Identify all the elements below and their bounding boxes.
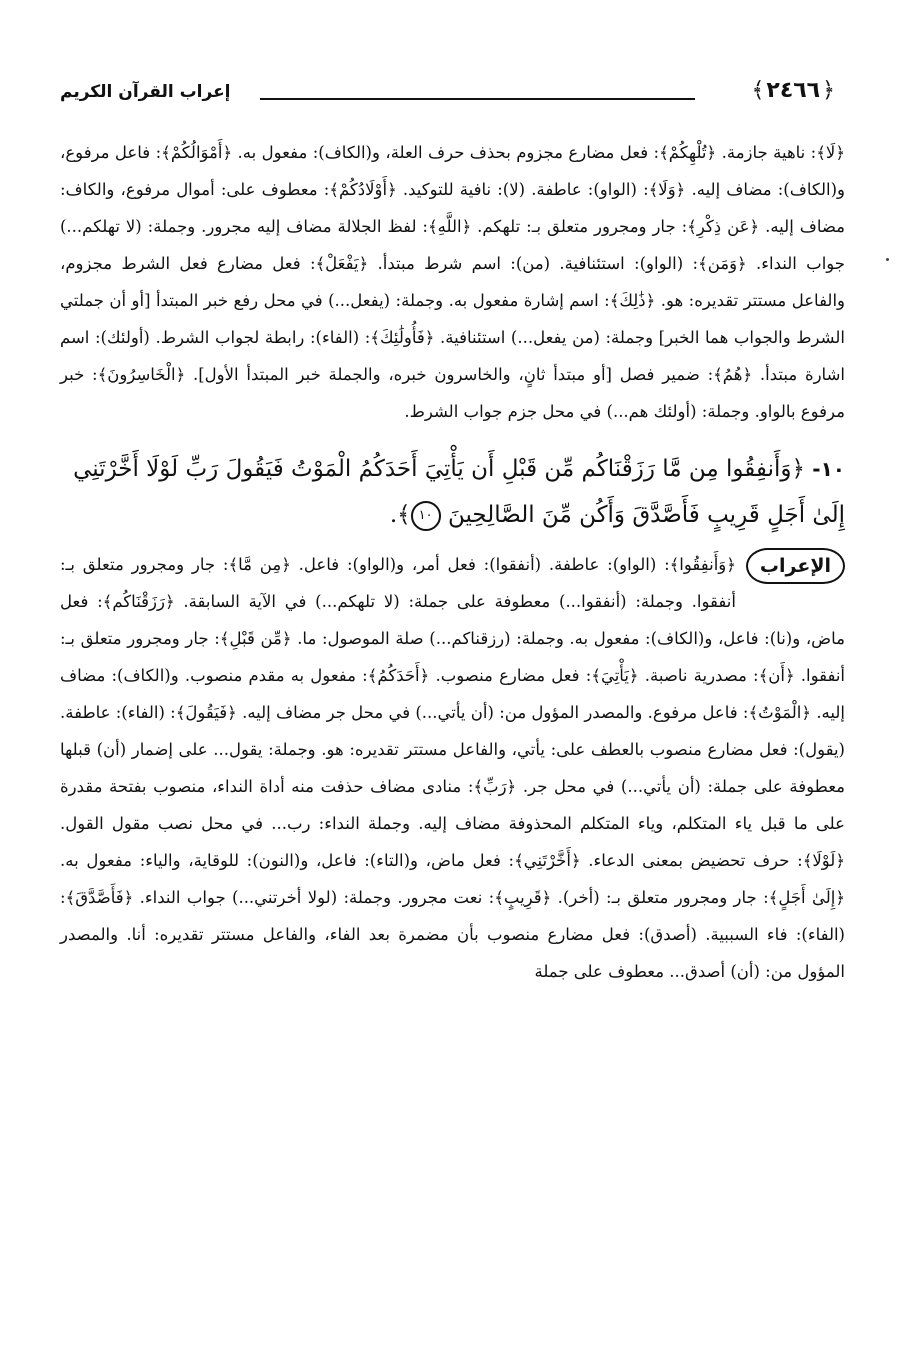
verse-text: ﴿وَأَنفِقُوا مِن مَّا رَزَقْنَاكُم مِّن قَبْلِ أَن يَأْتِيَ أَحَدَكُمُ الْمَوْتُ فَيَقُولَ رَبِّ لَوْلَا أَخَّرْتَنِي إِلَىٰ أَجَلٍ قَرِيبٍ فَأَصَّدَّقَ وَأَكُن مِّنَ الصَّالِحِينَ	[73, 456, 845, 528]
page-header	[60, 64, 845, 124]
irab-badge: الإعراب	[746, 548, 845, 584]
irab-section	[60, 546, 845, 990]
verse-close: ﴾.	[389, 502, 411, 528]
header-rule	[260, 98, 695, 100]
book-title: إعراب القرآن الكريم	[60, 82, 231, 102]
verse-number: ١٠-	[812, 457, 845, 481]
paragraph-analysis-9: ﴿لَا﴾: ناهية جازمة. ﴿تُلْهِكُمْ﴾: فعل مضارع مجزوم بحذف حرف العلة، و(الكاف): مفعول به. ﴿أَمْوَالُكُمْ﴾: فاعل مرفوع، و(الكاف): مضاف إليه. ﴿وَلَا﴾: (الواو): عاطفة. (لا): نافية للتوكيد. ﴿أَوْلَادُكُمْ﴾: معطوف على: أموال مرفوع، والكاف: مضاف إليه. ﴿عَن ذِكْرِ﴾: جار ومجرور متعلق بـ: تلهكم. ﴿اللَّهِ﴾: لفظ الجلالة مضاف إليه مجرور. وجملة: (لا تهلكم...) جواب النداء. ﴿وَمَن﴾: (الواو): استئنافية. (من): اسم شرط مبتدأ. ﴿يَفْعَلْ﴾: فعل مضارع فعل الشرط مجزوم، والفاعل مستتر تقديره: هو. ﴿ذَٰلِكَ﴾: اسم إشارة مفعول به. وجملة: (يفعل...) في محل رفع خبر المبتدأ [أو أن جملتي الشرط والجواب هما الخبر] وجملة: (من يفعل...) استئنافية. ﴿فَأُولَٰئِكَ﴾: (الفاء): رابطة لجواب الشرط. (أولئك): اسم اشارة مبتدأ. ﴿هُمُ﴾: ضمير فصل [أو مبتدأ ثانٍ، والخاسرون خبره، والجملة خبر المبتدأ الأول]. ﴿الْخَاسِرُونَ﴾: خبر مرفوع بالواو. وجملة: (أولئك هم...) في محل جزم جواب الشرط.	[60, 143, 845, 421]
ayah-marker: ١٠	[411, 501, 441, 531]
page	[60, 64, 845, 990]
paragraph-analysis-10: ﴿وَأَنفِقُوا﴾: (الواو): عاطفة. (أنفقوا): فعل أمر، و(الواو): فاعل. ﴿مِن مَّا﴾: جار ومجرور متعلق بـ: أنفقوا. وجملة: (أنفقوا...) معطوفة على جملة: (لا تلهكم...) في الآية السابقة. ﴿رَزَقْنَاكُم﴾: فعل ماض، و(نا): فاعل، و(الكاف): مفعول به. وجملة: (رزقناكم...) صلة الموصول: ما. ﴿مِّن قَبْلِ﴾: جار ومجرور متعلق بـ: أنفقوا. ﴿أَن﴾: مصدرية ناصبة. ﴿يَأْتِيَ﴾: فعل مضارع منصوب. ﴿أَحَدَكُمُ﴾: مفعول به مقدم منصوب. و(الكاف): مضاف إليه. ﴿الْمَوْتُ﴾: فاعل مرفوع. والمصدر المؤول من: (أن يأتي...) في محل جر مضاف إليه. ﴿فَيَقُولَ﴾: (الفاء): عاطفة. (يقول): فعل مضارع منصوب بالعطف على: يأتي، والفاعل مستتر تقديره: هو. وجملة: يقول... على إضمار (أن) قبلها معطوفة على جملة: (أن يأتي...) في محل جر. ﴿رَبِّ﴾: منادى مضاف حذفت منه أداة النداء، منصوب بفتحة مقدرة على ما قبل ياء المتكلم، وياء المتكلم المحذوفة مضاف إليه. وجملة النداء: رب... في محل نصب مقول القول. ﴿لَوْلَا﴾: حرف تحضيض بمعنى الدعاء. ﴿أَخَّرْتَنِي﴾: فعل ماض، و(التاء): فاعل، و(النون): للوقاية، والياء: مفعول به. ﴿إِلَىٰ أَجَلٍ﴾: جار ومجرور متعلق بـ: (أخر). ﴿قَرِيبٍ﴾: نعت مجرور. وجملة: (لولا أخرتني...) جواب النداء. ﴿فَأَصَّدَّقَ﴾: (الفاء): فاء السببية. (أصدق): فعل مضارع منصوب بأن مضمرة بعد الفاء، والفاعل مستتر تقديره: أنا. والمصدر المؤول من: (أن) أصدق... معطوف على جملة	[60, 555, 845, 981]
page-number: ﴿ ٢٤٦٦ ﴾	[742, 78, 846, 103]
verse-10	[60, 446, 845, 538]
margin-dot	[886, 258, 889, 261]
